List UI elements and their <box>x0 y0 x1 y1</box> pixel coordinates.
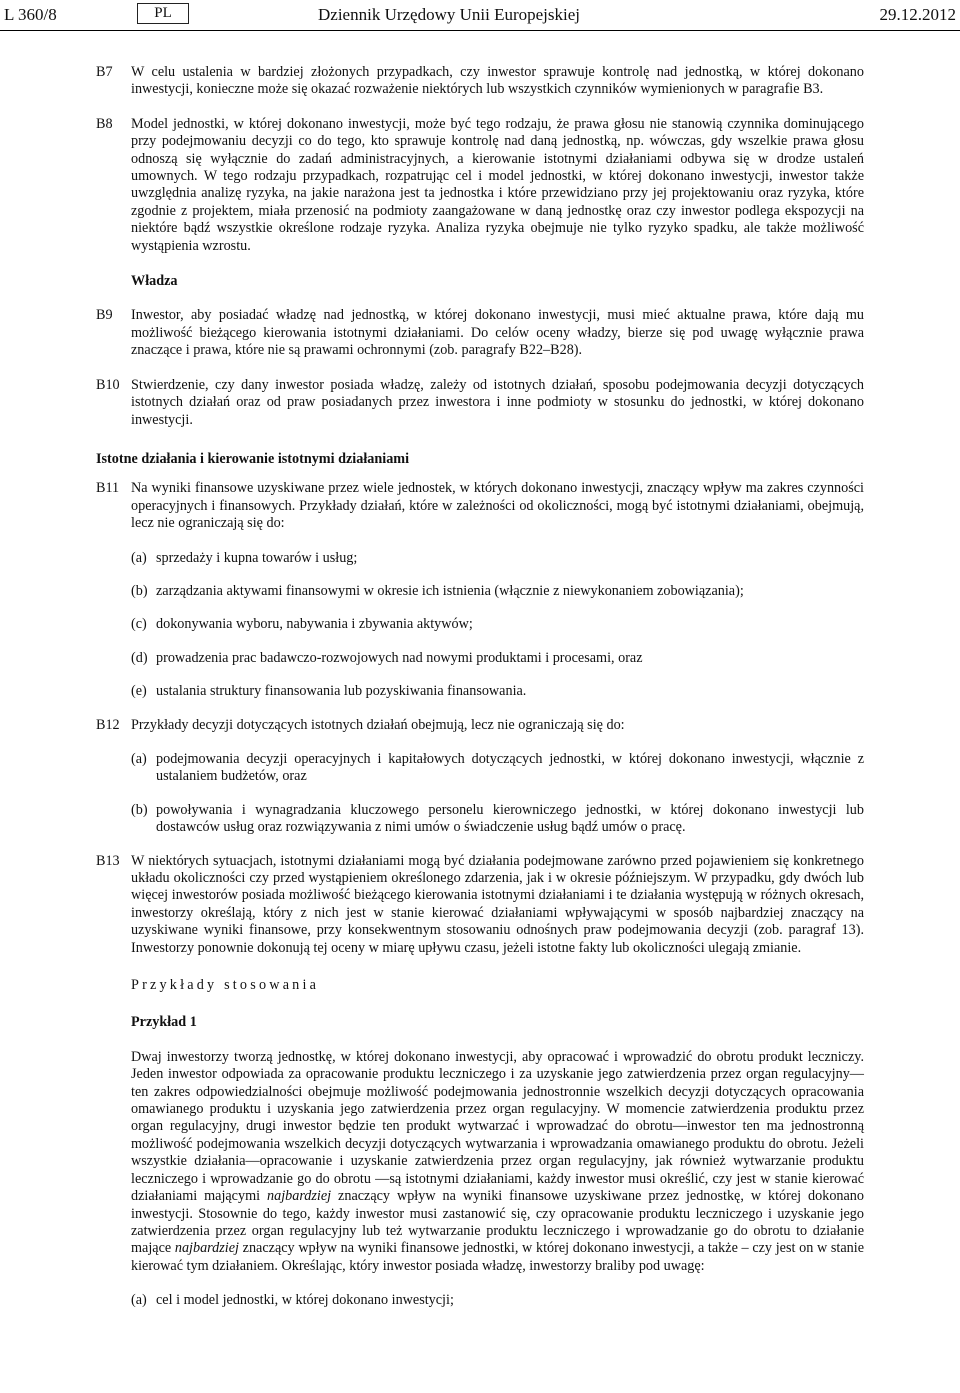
list-item-label: (a) <box>131 549 147 566</box>
paragraph-number: B13 <box>96 852 120 869</box>
paragraph-text: Model jednostki, w której dokonano inwestycji, może być tego rodzaju, że prawa głosu nie stanowią czynnika dominującego przy podejmowaniu decyzji co do tego, kto sprawuje kontrolę nad daną jednostką, np. wówczas, gdy wszelkie prawa głosu odnoszą się wyłącznie do zadań administracyjnych, a kierowanie istotnymi działaniami odbywa się w drodze ustaleń umownych. W tego rodzaju przypadkach, rozpatrując cel i model jednostki, w której dokonano inwestycji, inwestor także uwzględnia analizę ryzyka, na jakie narażona jest ta jednostka i które przewidziano przy jej projektowaniu oraz ryzyka, które zgodnie z projektem, miała przenosić na podmioty zaangażowane w daną jednostkę oraz czy inwestor podlega ekspozycji na niektóre bądź wszystkie określone rodzaje ryzyka. Analiza ryzyka obejmuje nie tylko ryzyko spadku, ale także możliwość wystąpienia wzrostu. <box>131 115 864 254</box>
page-number: L 360/8 <box>4 5 57 24</box>
paragraph-text: Inwestor, aby posiadać władzę nad jednostką, w której dokonano inwestycji, musi mieć aktualne prawa, które dają mu możliwość bieżącego kierowania istotnymi działaniami. Do celów oceny władzy, bierze się pod uwagę wyłącznie prawa znaczące i prawa, które nie są prawami ochronnymi (zob. paragrafy B22–B28). <box>131 307 864 359</box>
examples-heading: Przykłady stosowania <box>131 977 320 994</box>
list-item-text: powoływania i wynagradzania kluczowego personelu kierowniczego jednostki, w której dokonano inwestycji lub dostawców usług oraz rozwiązywania z nimi umów o świadczenie usług bądź umów o pracę. <box>156 801 864 836</box>
list-item-label: (d) <box>131 649 148 666</box>
section-heading-istotne: Istotne działania i kierowanie istotnymi działaniami <box>96 450 410 467</box>
list-item-label: (c) <box>131 616 147 633</box>
list-example-1 <box>0 1292 960 1309</box>
emphasis: najbardziej <box>174 1240 239 1257</box>
paragraph-text: Przykłady decyzji dotyczących istotnych działań obejmują, lecz nie ograniczają się do: <box>131 716 625 733</box>
list-item-text: dokonywania wyboru, nabywania i zbywania aktywów; <box>156 616 473 633</box>
example-1-heading: Przykład 1 <box>131 1014 197 1031</box>
example-1-text: Dwaj inwestorzy tworzą jednostkę, w której dokonano inwestycji, aby opracować i wprowadzić do obrotu produkt leczniczy. Jeden inwestor odpowiada za opracowanie produktu leczniczego i za uzyskanie jego zatwierdzenia przez organ regulacyjny—ten zakres odpowiedzialności obejmuje możliwość podejmowania jednostronnie wszelkich decyzji dotyczących opracowania omawianego produktu i uzyskania jego zatwierdzenia przez organ regulacyjny. W momencie zatwierdzenia produktu przez organ regulacyjny, drugi inwestor będzie ten produkt wytwarzać i wprowadzać do obrotu—inwestor ten ma jednostronną możliwość podejmowania wszelkich decyzji dotyczących wytwarzania i wprowadzania omawianego produktu do obrotu. Jeżeli wszystkie działania—opracowanie i uzyskanie zatwierdzenia przez organ regulacyjny, jak również wytwarzanie produktu leczniczego i wprowadzanie go do obrotu —są istotnymi działaniami, każdy inwestor musi określić, czy jest w stanie kierować działaniami mającymi najbardziej znaczący wpływ na wyniki finansowe uzyskiwane przez jednostkę, w której dokonano inwestycji. Stosownie do tego, każdy inwestor musi zastanowić się, czy opracowanie produktu leczniczego i uzyskanie jego zatwierdzenia przez organ regulacyjny lub też wytwarzanie produktu leczniczego i wprowadzanie go do obrotu to działanie mające najbardziej znaczący wpływ na wyniki finansowe jednostki, w której dokonano inwestycji, a także – czy jest on w stanie kierować tym działaniem. Określając, który inwestor posiada władzę, inwestorzy braliby pod uwagę: <box>131 1048 864 1274</box>
paragraph-text: W celu ustalenia w bardziej złożonych przypadkach, czy inwestor sprawuje kontrolę nad jednostką, w której dokonano inwestycji, konieczne może się okazać rozważenie niektórych lub wszystkich czynników wymienionych w paragrafie B3. <box>131 64 864 98</box>
paragraph-number: B8 <box>96 115 113 132</box>
paragraph-text: W niektórych sytuacjach, istotnymi działaniami mogą być działania podejmowane zarówno przed pojawieniem się konkretnego układu okoliczności czy przed wystąpieniem określonego zdarzenia, jak i w okresie późniejszym. W przypadku, gdy dwóch lub więcej inwestorów posiada możliwość bieżącego kierowania istotnymi działaniami i te działania występują w różnych okresach, inwestorzy określają, który z nich jest w stanie kierować działaniami wpływającymi w sposób najbardziej znaczący na uzyskiwane wyniki finansowe, przy konsekwentnym stosowaniu odnośnych praw podejmowania decyzji (zob. paragraf 13). Inwestorzy ponownie dokonują tej oceny w miarę upływu czasu, jeżeli istotne fakty lub okoliczności ulegają zmianie. <box>131 852 864 956</box>
list-item-label: (e) <box>131 683 147 700</box>
list-item <box>0 802 960 837</box>
list-item-label: (a) <box>131 1292 147 1309</box>
list-item <box>0 550 960 567</box>
paragraph-text: Na wyniki finansowe uzyskiwane przez wiele jednostek, w których dokonano inwestycji, znaczący wpływ ma zakres czynności operacyjnych i finansowych. Przykłady działań, które w zależności od okoliczności, mogą być istotnymi działaniami, obejmują, lecz nie ograniczają się do: <box>131 480 864 532</box>
language-badge: PL <box>137 3 189 24</box>
paragraph-b8 <box>0 116 960 255</box>
header-divider <box>0 30 960 31</box>
list-item-text: sprzedaży i kupna towarów i usług; <box>156 549 358 566</box>
paragraph-b7 <box>0 64 960 99</box>
list-b12 <box>0 751 960 837</box>
paragraph-number: B7 <box>96 64 113 80</box>
paragraph-b9 <box>0 307 960 359</box>
list-item <box>0 616 960 633</box>
subheading-wladza: Władza <box>131 273 178 290</box>
list-item-text: zarządzania aktywami finansowymi w okresie ich istnienia (włącznie z niewykonaniem zobowiązania); <box>156 582 744 599</box>
paragraph-text: Stwierdzenie, czy dany inwestor posiada władzę, zależy od istotnych działań, sposobu podejmowania decyzji dotyczących istotnych działań oraz od praw posiadanych przez inwestora i inne podmioty w stosunku do jednostki, w której dokonano inwestycji. <box>131 376 864 428</box>
list-item <box>0 683 960 700</box>
list-item-text: prowadzenia prac badawczo-rozwojowych nad nowymi produktami i procesami, oraz <box>156 649 643 666</box>
list-item <box>0 1292 960 1309</box>
paragraph-b10 <box>0 377 960 429</box>
publication-date: 29.12.2012 <box>879 5 956 24</box>
list-item-label: (b) <box>131 801 148 818</box>
list-item <box>0 751 960 786</box>
list-item-text: cel i model jednostki, w której dokonano inwestycji; <box>156 1292 454 1309</box>
list-item <box>0 583 960 600</box>
paragraph-b13 <box>0 853 960 957</box>
paragraph-number: B10 <box>96 376 120 393</box>
paragraph-number: B11 <box>96 480 120 497</box>
paragraph-number: B12 <box>96 716 120 733</box>
paragraph-number: B9 <box>96 307 113 324</box>
document-body <box>0 64 960 1326</box>
page-header <box>0 4 960 26</box>
list-item <box>0 650 960 667</box>
paragraph-b12 <box>0 717 960 734</box>
paragraph-b11 <box>0 480 960 532</box>
emphasis: najbardziej <box>267 1188 332 1205</box>
list-item-text: ustalania struktury finansowania lub pozyskiwania finansowania. <box>156 683 527 700</box>
list-item-label: (b) <box>131 582 148 599</box>
list-item-label: (a) <box>131 750 147 767</box>
list-item-text: podejmowania decyzji operacyjnych i kapitałowych dotyczących jednostki, w której dokonano inwestycji, włącznie z ustalaniem budżetów, oraz <box>156 750 864 785</box>
list-b11 <box>0 550 960 701</box>
journal-title: Dziennik Urzędowy Unii Europejskiej <box>318 5 581 24</box>
